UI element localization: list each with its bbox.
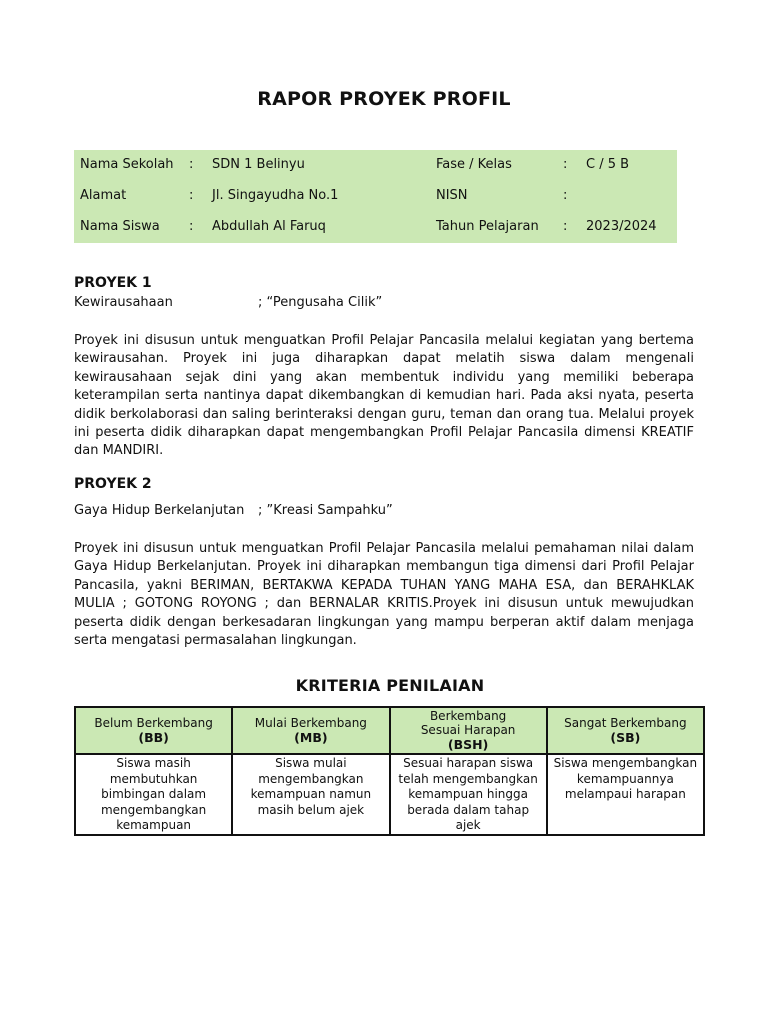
info-sep: : — [563, 188, 568, 203]
info-value-student: Abdullah Al Faruq — [212, 219, 326, 234]
criteria-title: KRITERIA PENILAIAN — [295, 676, 485, 695]
info-value-class: C / 5 B — [586, 157, 630, 172]
proyek2-theme: Gaya Hidup Berkelanjutan — [74, 503, 245, 518]
criteria-header-sb — [547, 707, 704, 754]
page-title: RAPOR PROYEK PROFIL — [257, 88, 511, 110]
info-sep: : — [563, 157, 568, 172]
info-sep: : — [189, 188, 194, 203]
info-sep: : — [189, 157, 194, 172]
info-label-student: Nama Siswa — [80, 219, 160, 234]
info-sep: : — [189, 219, 194, 234]
criteria-desc: Sesuai harapan siswa telah mengembangkan kemampuan hingga berada dalam tahap ajek — [398, 756, 538, 832]
criteria-code: (BSH) — [447, 736, 489, 752]
criteria-table — [74, 706, 705, 836]
criteria-label: Belum Berkembang — [94, 716, 213, 730]
criteria-code: (MB) — [294, 729, 328, 745]
criteria-desc-bb — [75, 754, 232, 835]
proyek1-heading: PROYEK 1 — [74, 275, 152, 291]
criteria-desc: Siswa masih membutuhkan bimbingan dalam mengembangkan kemampuan — [100, 756, 207, 832]
proyek2-description: Proyek ini disusun untuk menguatkan Profil Pelajar Pancasila melalui pemahaman nilai dalam Gaya Hidup Berkelanjutan. Proyek ini diharapkan membangun tiga dimensi dari Profil Pelajar Pancasila, yakni BERIMAN, BERTAKWA KEPADA TUHAN YANG MAHA ESA, dan BERAHKLAK MULIA ; GOTONG ROYONG ; dan BERNALAR KRITIS.Proyek ini disusun untuk mewujudkan peserta didik dengan berkesadaran lingkungan yang mampu berperan aktif dalam menjaga serta mengatasi permasalahan lingkungan. — [74, 541, 694, 649]
criteria-desc-row — [75, 754, 704, 835]
criteria-label: Mulai Berkembang — [254, 716, 367, 730]
criteria-label: Berkembang Sesuai Harapan — [420, 708, 516, 738]
student-info-box — [74, 150, 677, 243]
criteria-header-bb — [75, 707, 232, 754]
criteria-desc-bsh — [390, 754, 547, 835]
info-label-nisn: NISN — [436, 188, 468, 203]
proyek2-heading: PROYEK 2 — [74, 476, 152, 492]
proyek2-name: ; ”Kreasi Sampahku” — [258, 503, 393, 518]
info-label-year: Tahun Pelajaran — [436, 219, 539, 234]
proyek1-name: ; “Pengusaha Cilik” — [258, 295, 383, 310]
info-label-school: Nama Sekolah — [80, 157, 174, 172]
criteria-header-bsh — [390, 707, 547, 754]
criteria-header-mb — [232, 707, 389, 754]
criteria-header-row — [75, 707, 704, 754]
criteria-label: Sangat Berkembang — [564, 716, 687, 730]
proyek1-theme: Kewirausahaan — [74, 295, 173, 310]
info-label-address: Alamat — [80, 188, 127, 203]
info-value-school: SDN 1 Belinyu — [212, 157, 305, 172]
criteria-desc: Siswa mengembangkan kemampuannya melampaui harapan — [553, 756, 698, 801]
criteria-code: (BB) — [138, 729, 169, 745]
criteria-desc: Siswa mulai mengembangkan kemampuan namun masih belum ajek — [250, 756, 372, 817]
info-label-class: Fase / Kelas — [436, 157, 512, 172]
criteria-code: (SB) — [610, 729, 641, 745]
criteria-desc-mb — [232, 754, 389, 835]
info-value-year: 2023/2024 — [586, 219, 657, 234]
proyek1-description: Proyek ini disusun untuk menguatkan Profil Pelajar Pancasila melalui kegiatan yang bertema kewirausahan. Proyek ini juga diharapkan dapat melatih siswa dalam mengenali kewirausahaan sejak dini yang akan membentuk individu yang memiliki beberapa keterampilan serta nantinya dapat dikembangkan di kemudian hari. Pada aksi nyata, peserta didik berkolaborasi dan saling berinteraksi dengan guru, teman dan orang tua. Melalui proyek ini peserta didik diharapkan dapat mengembangkan Profil Pelajar Pancasila dimensi KREATIF dan MANDIRI. — [74, 333, 694, 459]
info-value-address: Jl. Singayudha No.1 — [212, 188, 339, 203]
criteria-desc-sb — [547, 754, 704, 835]
info-sep: : — [563, 219, 568, 234]
